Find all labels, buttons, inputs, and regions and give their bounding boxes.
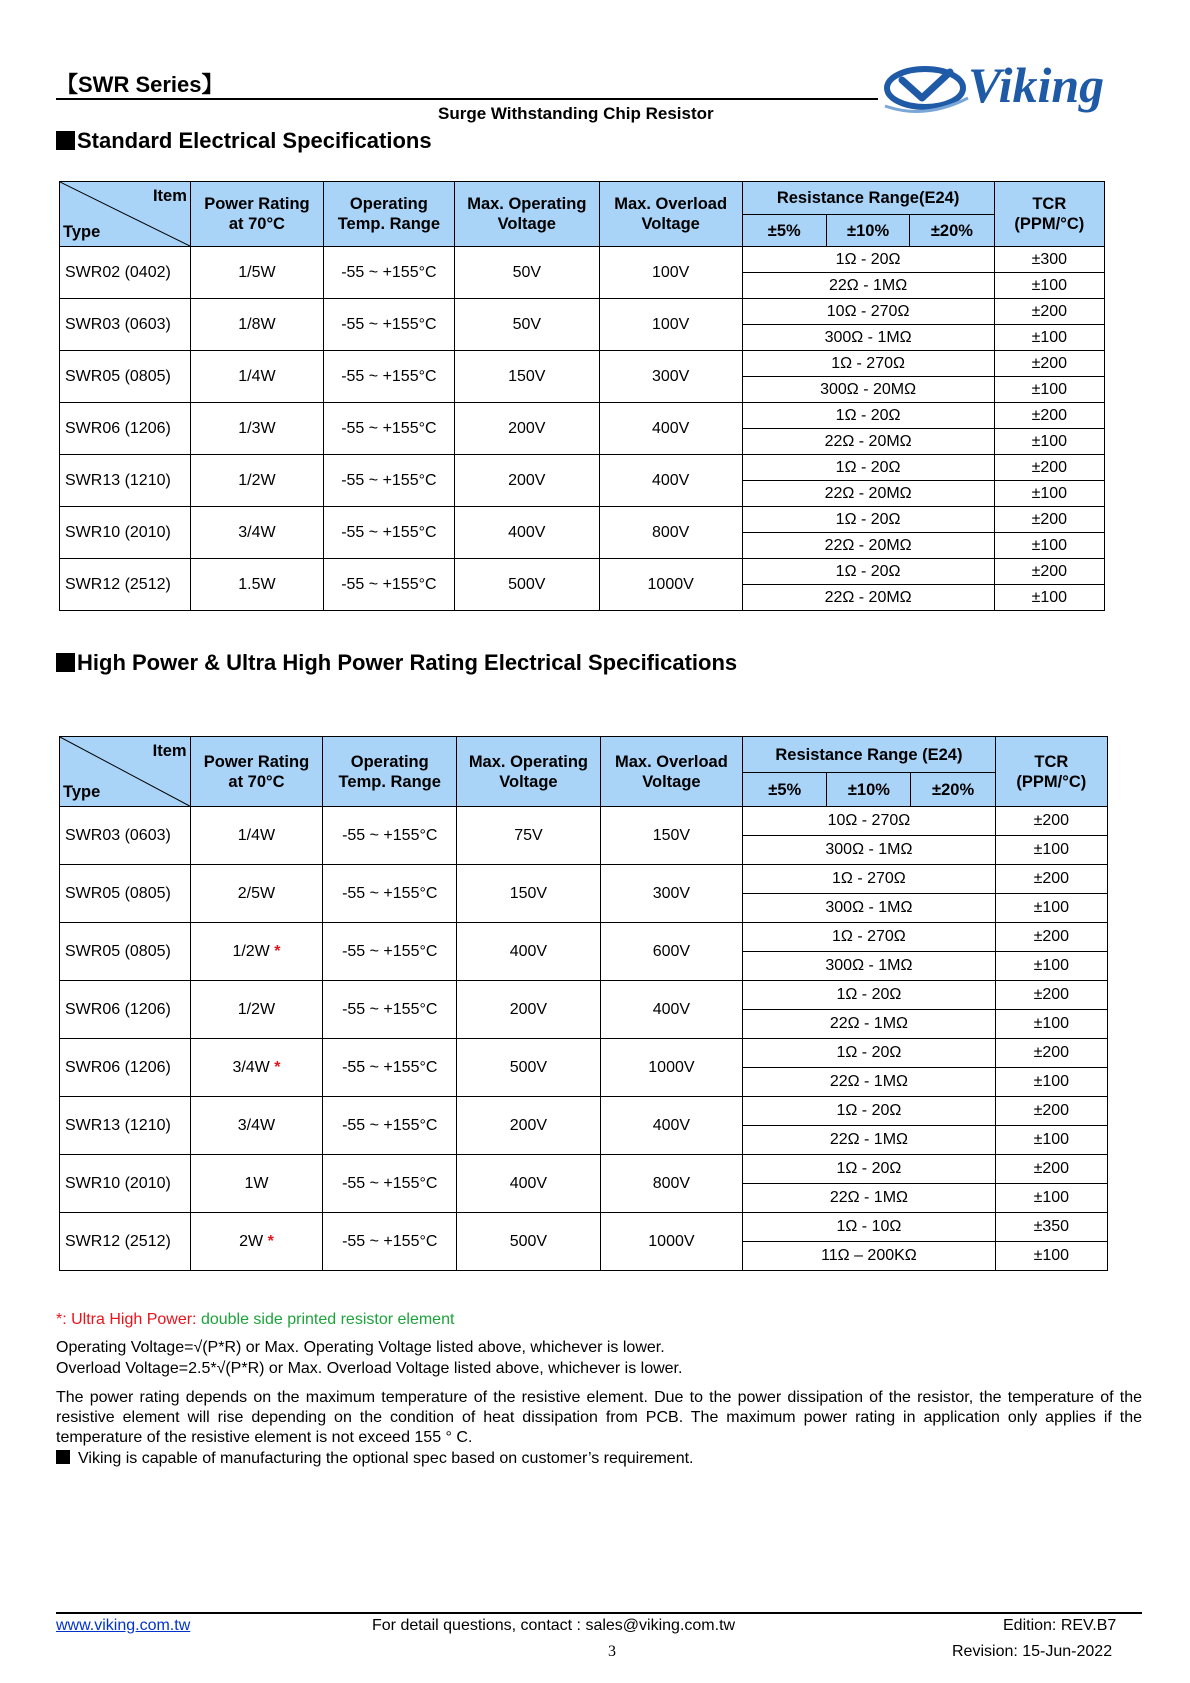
resistance-range-cell: 1Ω - 20Ω	[743, 1097, 996, 1126]
resistance-header: Resistance Range(E24)	[742, 182, 994, 215]
power-value: 3/4W	[232, 1058, 270, 1076]
resistance-range-cell: 11Ω – 200KΩ	[743, 1242, 996, 1271]
tcr-cell: ±100	[994, 429, 1104, 455]
max-operating-cell: 200V	[457, 981, 601, 1039]
ultra-high-power-marker: *	[267, 1232, 274, 1250]
max-operating-cell: 75V	[457, 807, 601, 865]
power-value: 1.5W	[238, 575, 276, 593]
type-cell: SWR06 (1206)	[60, 981, 191, 1039]
max-overload-cell: 100V	[599, 247, 742, 299]
revision-text: Revision: 15-Jun-2022	[952, 1643, 1113, 1660]
type-cell: SWR05 (0805)	[60, 351, 191, 403]
tcr-cell: ±100	[995, 1242, 1107, 1271]
table-row	[60, 807, 1108, 836]
type-cell: SWR06 (1206)	[60, 403, 191, 455]
tcr-cell: ±100	[995, 1126, 1107, 1155]
max-overload-header: Max. Overload Voltage	[599, 182, 742, 247]
viking-logo-icon	[880, 58, 1150, 118]
resistance-range-cell: 10Ω - 270Ω	[742, 299, 994, 325]
type-label: Type	[63, 223, 101, 241]
power-value: 2/5W	[237, 884, 276, 902]
tcr-cell: ±100	[994, 481, 1104, 507]
max-operating-cell: 400V	[457, 923, 601, 981]
table-row	[60, 299, 1105, 325]
operating-voltage-note: Operating Voltage=√(P*R) or Max. Operating Voltage listed above, whichever is lower.	[56, 1339, 665, 1356]
power-cell	[190, 1097, 323, 1155]
max-overload-cell: 400V	[600, 981, 742, 1039]
standard-spec-body	[60, 247, 1105, 611]
table-row	[60, 981, 1108, 1010]
square-bullet-icon	[56, 653, 75, 672]
power-value: 1/8W	[238, 315, 276, 333]
tcr-cell: ±200	[994, 559, 1104, 585]
power-header: Power Rating at 70°C	[190, 737, 323, 807]
high-power-spec-body	[60, 807, 1108, 1271]
resistance-header: Resistance Range (E24)	[743, 737, 996, 773]
tolerance-10-header: ±10%	[826, 215, 909, 247]
temp-range-cell: -55 ~ +155°C	[323, 1155, 457, 1213]
max-operating-cell: 500V	[457, 1213, 601, 1271]
temp-range-cell: -55 ~ +155°C	[323, 559, 454, 611]
power-value: 1/4W	[237, 826, 276, 844]
max-operating-cell: 500V	[457, 1039, 601, 1097]
tcr-cell: ±200	[995, 865, 1107, 894]
temp-range-cell: -55 ~ +155°C	[323, 455, 454, 507]
type-cell: SWR10 (2010)	[60, 1155, 191, 1213]
max-operating-header: Max. Operating Voltage	[454, 182, 599, 247]
table-row	[60, 1155, 1108, 1184]
power-value: 1/5W	[238, 263, 276, 281]
type-cell: SWR05 (0805)	[60, 865, 191, 923]
max-operating-cell: 200V	[454, 403, 599, 455]
temp-range-cell: -55 ~ +155°C	[323, 865, 457, 923]
temp-range-cell: -55 ~ +155°C	[323, 807, 457, 865]
power-cell	[190, 865, 323, 923]
resistance-range-cell: 1Ω - 20Ω	[742, 559, 994, 585]
power-header: Power Rating at 70°C	[190, 182, 323, 247]
tolerance-20-header: ±20%	[911, 773, 995, 807]
resistance-range-cell: 1Ω - 10Ω	[743, 1213, 996, 1242]
power-cell	[190, 403, 323, 455]
tcr-header: TCR (PPM/°C)	[995, 737, 1107, 807]
power-cell	[190, 1155, 323, 1213]
tcr-cell: ±200	[995, 1097, 1107, 1126]
type-cell: SWR03 (0603)	[60, 299, 191, 351]
item-type-header	[60, 737, 191, 807]
max-overload-cell: 300V	[599, 351, 742, 403]
tcr-cell: ±100	[995, 952, 1107, 981]
edition-text: Edition: REV.B7	[1003, 1617, 1117, 1634]
power-value: 2W	[239, 1232, 264, 1250]
tcr-cell: ±200	[994, 403, 1104, 429]
max-operating-cell: 400V	[454, 507, 599, 559]
power-value: 1/4W	[238, 367, 276, 385]
max-overload-header: Max. Overload Voltage	[600, 737, 742, 807]
temp-range-cell: -55 ~ +155°C	[323, 1039, 457, 1097]
max-overload-cell: 1000V	[600, 1039, 742, 1097]
tcr-cell: ±100	[995, 894, 1107, 923]
contact-text: For detail questions, contact : sales@viking.com.tw	[372, 1617, 736, 1634]
type-cell: SWR13 (1210)	[60, 455, 191, 507]
resistance-range-cell: 300Ω - 20MΩ	[742, 377, 994, 403]
resistance-range-cell: 1Ω - 20Ω	[742, 507, 994, 533]
tcr-cell: ±200	[995, 1039, 1107, 1068]
power-cell	[190, 923, 323, 981]
resistance-range-cell: 1Ω - 20Ω	[743, 981, 996, 1010]
resistance-range-cell: 1Ω - 270Ω	[743, 923, 996, 952]
resistance-range-cell: 22Ω - 20MΩ	[742, 585, 994, 611]
temp-header: Operating Temp. Range	[323, 182, 454, 247]
power-value: 3/4W	[237, 1116, 276, 1134]
footer-rule	[56, 1612, 1142, 1614]
power-value: 3/4W	[238, 523, 276, 541]
temp-range-cell: -55 ~ +155°C	[323, 247, 454, 299]
website-link[interactable]: www.viking.com.tw	[56, 1617, 191, 1634]
resistance-range-cell: 22Ω - 1MΩ	[743, 1184, 996, 1213]
max-overload-cell: 800V	[600, 1155, 742, 1213]
tolerance-5-header: ±5%	[742, 215, 826, 247]
tolerance-10-header: ±10%	[827, 773, 911, 807]
type-cell: SWR12 (2512)	[60, 1213, 191, 1271]
temp-range-cell: -55 ~ +155°C	[323, 923, 457, 981]
section2-title	[56, 650, 737, 676]
power-value: 1/2W	[237, 1000, 276, 1018]
max-operating-cell: 150V	[454, 351, 599, 403]
resistance-range-cell: 22Ω - 20MΩ	[742, 429, 994, 455]
type-cell: SWR02 (0402)	[60, 247, 191, 299]
item-label: Item	[152, 187, 187, 205]
table-row	[60, 1097, 1108, 1126]
table-row	[60, 1039, 1108, 1068]
temp-range-cell: -55 ~ +155°C	[323, 403, 454, 455]
resistance-range-cell: 1Ω - 20Ω	[743, 1155, 996, 1184]
legend-label: *: Ultra High Power:	[56, 1311, 201, 1328]
overload-voltage-note: Overload Voltage=2.5*√(P*R) or Max. Overload Voltage listed above, whichever is lower.	[56, 1360, 683, 1377]
section1-title-text: Standard Electrical Specifications	[77, 128, 432, 153]
max-operating-cell: 400V	[457, 1155, 601, 1213]
tcr-cell: ±100	[995, 1184, 1107, 1213]
header-rule	[56, 98, 878, 100]
tcr-cell: ±200	[995, 807, 1107, 836]
resistance-range-cell: 300Ω - 1MΩ	[743, 894, 996, 923]
resistance-range-cell: 1Ω - 20Ω	[742, 247, 994, 273]
square-bullet-icon	[56, 131, 75, 150]
table-row	[60, 247, 1105, 273]
power-cell	[190, 299, 323, 351]
temp-range-cell: -55 ~ +155°C	[323, 351, 454, 403]
tcr-cell: ±300	[994, 247, 1104, 273]
max-overload-cell: 400V	[599, 403, 742, 455]
table-row	[60, 351, 1105, 377]
power-cell	[190, 807, 323, 865]
resistance-range-cell: 22Ω - 1MΩ	[743, 1010, 996, 1039]
logo-wordmark: Viking	[968, 58, 1105, 113]
tcr-cell: ±100	[994, 325, 1104, 351]
high-power-spec-table	[59, 736, 1108, 1271]
resistance-range-cell: 1Ω - 270Ω	[743, 865, 996, 894]
temp-range-cell: -55 ~ +155°C	[323, 507, 454, 559]
max-overload-cell: 150V	[600, 807, 742, 865]
resistance-range-cell: 300Ω - 1MΩ	[742, 325, 994, 351]
tcr-cell: ±200	[994, 507, 1104, 533]
power-cell	[190, 1213, 323, 1271]
standard-spec-table	[59, 181, 1105, 611]
tcr-cell: ±100	[995, 1010, 1107, 1039]
resistance-range-cell: 1Ω - 20Ω	[742, 403, 994, 429]
max-overload-cell: 1000V	[600, 1213, 742, 1271]
temp-range-cell: -55 ~ +155°C	[323, 1213, 457, 1271]
max-overload-cell: 800V	[599, 507, 742, 559]
legend-description: double side printed resistor element	[200, 1311, 455, 1328]
power-rating-note: The power rating depends on the maximum temperature of the resistive element. Due to the power dissipation of the resistor, the temperature of the resistive element will rise depending on the condition of heat dissipation from PCB. The maximum power rating in application only applies if the temperature of the resistive element is not exceed 155 ° C.	[56, 1389, 1142, 1446]
temp-range-cell: -55 ~ +155°C	[323, 981, 457, 1039]
section1-title	[56, 128, 432, 154]
temp-range-cell: -55 ~ +155°C	[323, 299, 454, 351]
max-operating-cell: 200V	[454, 455, 599, 507]
table-row	[60, 507, 1105, 533]
resistance-range-cell: 22Ω - 1MΩ	[743, 1126, 996, 1155]
resistance-range-cell: 22Ω - 1MΩ	[743, 1068, 996, 1097]
power-cell	[190, 507, 323, 559]
max-overload-cell: 300V	[600, 865, 742, 923]
type-cell: SWR06 (1206)	[60, 1039, 191, 1097]
resistance-range-cell: 300Ω - 1MΩ	[743, 836, 996, 865]
tolerance-20-header: ±20%	[910, 215, 994, 247]
power-value: 1/3W	[238, 419, 276, 437]
table-row	[60, 559, 1105, 585]
tcr-cell: ±100	[994, 377, 1104, 403]
max-overload-cell: 400V	[600, 1097, 742, 1155]
table-row	[60, 865, 1108, 894]
section2-title-text: High Power & Ultra High Power Rating Electrical Specifications	[77, 650, 738, 675]
max-overload-cell: 100V	[599, 299, 742, 351]
power-value: 1/2W	[238, 471, 276, 489]
item-label: Item	[152, 742, 187, 760]
resistance-range-cell: 22Ω - 20MΩ	[742, 481, 994, 507]
max-overload-cell: 400V	[599, 455, 742, 507]
max-operating-cell: 50V	[454, 247, 599, 299]
power-value: 1/2W	[232, 942, 270, 960]
max-operating-cell: 150V	[457, 865, 601, 923]
page-number: 3	[608, 1643, 616, 1660]
square-bullet-icon	[56, 1450, 70, 1464]
table-row	[60, 1213, 1108, 1242]
table-row	[60, 923, 1108, 952]
resistance-range-cell: 22Ω - 20MΩ	[742, 533, 994, 559]
max-operating-cell: 50V	[454, 299, 599, 351]
tcr-cell: ±200	[994, 351, 1104, 377]
tcr-cell: ±200	[994, 299, 1104, 325]
tcr-cell: ±100	[995, 836, 1107, 865]
tcr-header: TCR (PPM/°C)	[994, 182, 1104, 247]
item-type-header	[60, 182, 191, 247]
resistance-range-cell: 1Ω - 20Ω	[742, 455, 994, 481]
resistance-range-cell: 1Ω - 270Ω	[742, 351, 994, 377]
viking-capability-note: Viking is capable of manufacturing the optional spec based on customer’s requirement.	[56, 1449, 693, 1469]
tcr-cell: ±200	[995, 981, 1107, 1010]
power-cell	[190, 247, 323, 299]
tcr-cell: ±200	[995, 1155, 1107, 1184]
max-overload-cell: 1000V	[599, 559, 742, 611]
tcr-cell: ±350	[995, 1213, 1107, 1242]
temp-range-cell: -55 ~ +155°C	[323, 1097, 457, 1155]
resistance-range-cell: 10Ω - 270Ω	[743, 807, 996, 836]
document-subtitle: Surge Withstanding Chip Resistor	[438, 104, 714, 123]
power-cell	[190, 1039, 323, 1097]
type-cell: SWR12 (2512)	[60, 559, 191, 611]
table-row	[60, 455, 1105, 481]
tcr-cell: ±100	[995, 1068, 1107, 1097]
power-value: 1W	[244, 1174, 269, 1192]
type-label: Type	[63, 783, 101, 801]
tcr-cell: ±100	[994, 585, 1104, 611]
type-cell: SWR03 (0603)	[60, 807, 191, 865]
temp-header: Operating Temp. Range	[323, 737, 457, 807]
type-cell: SWR13 (1210)	[60, 1097, 191, 1155]
resistance-range-cell: 22Ω - 1MΩ	[742, 273, 994, 299]
power-cell	[190, 559, 323, 611]
type-cell: SWR05 (0805)	[60, 923, 191, 981]
max-operating-cell: 500V	[454, 559, 599, 611]
max-overload-cell: 600V	[600, 923, 742, 981]
ultra-high-power-legend	[56, 1311, 454, 1329]
resistance-range-cell: 1Ω - 20Ω	[743, 1039, 996, 1068]
ultra-high-power-marker: *	[274, 942, 281, 960]
power-cell	[190, 455, 323, 507]
type-cell: SWR10 (2010)	[60, 507, 191, 559]
power-cell	[190, 981, 323, 1039]
tcr-cell: ±200	[995, 923, 1107, 952]
tolerance-5-header: ±5%	[743, 773, 827, 807]
tcr-cell: ±100	[994, 533, 1104, 559]
ultra-high-power-marker: *	[274, 1058, 281, 1076]
max-operating-header: Max. Operating Voltage	[457, 737, 601, 807]
resistance-range-cell: 300Ω - 1MΩ	[743, 952, 996, 981]
tcr-cell: ±200	[994, 455, 1104, 481]
tcr-cell: ±100	[994, 273, 1104, 299]
series-title: 【SWR Series】	[56, 72, 224, 97]
table-row	[60, 403, 1105, 429]
power-cell	[190, 351, 323, 403]
viking-logo	[880, 58, 1150, 118]
max-operating-cell: 200V	[457, 1097, 601, 1155]
